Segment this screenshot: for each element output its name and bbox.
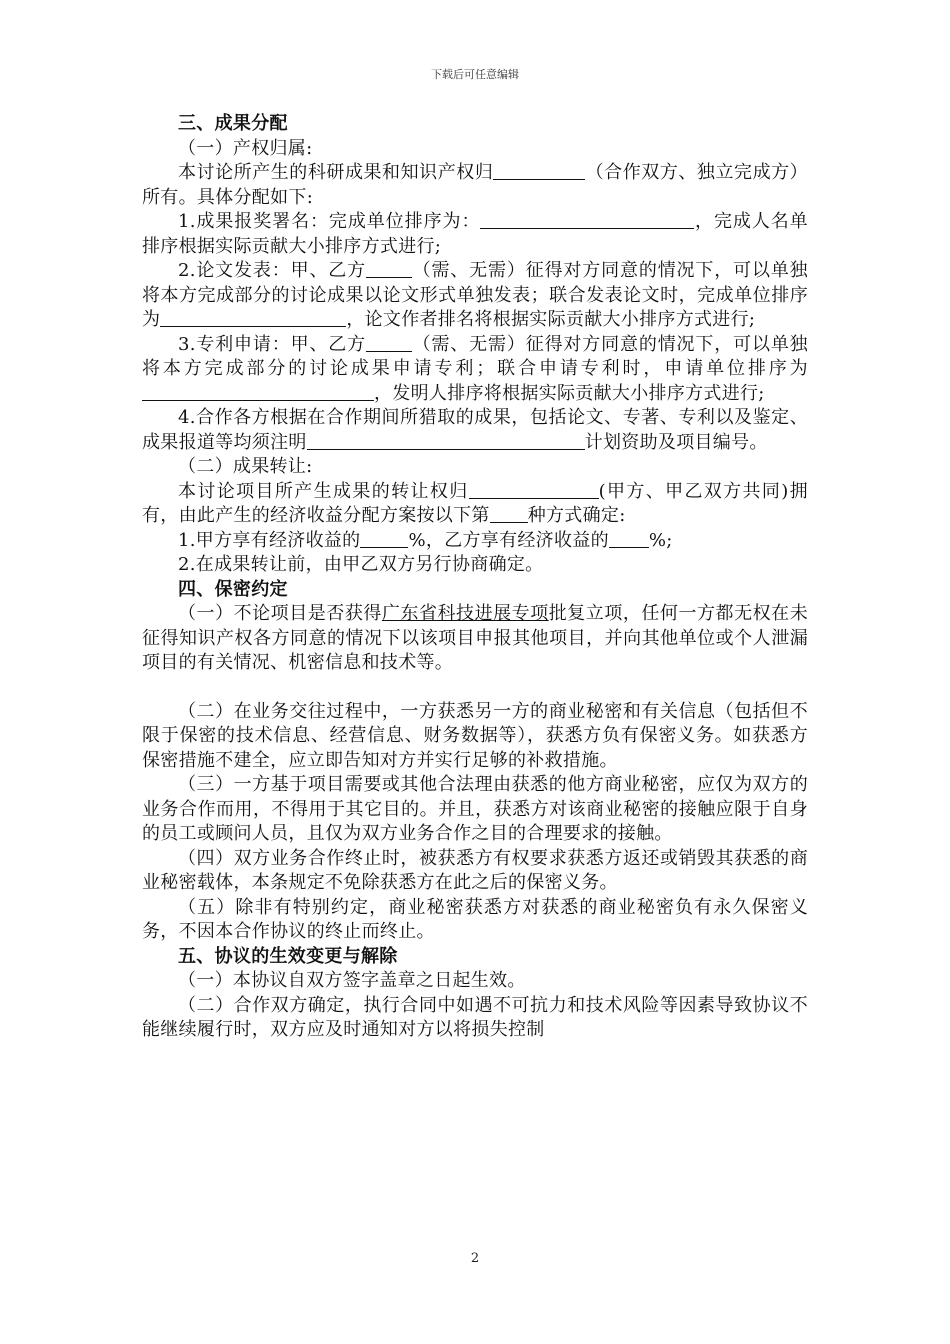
patent-order-blank: [142, 382, 374, 401]
results-attribution-item: 4.合作各方根据在合作期间所猎取的成果，包括论文、专著、专利以及鉴定、成果报道等均须注明 计划资助及项目编号。: [142, 407, 808, 453]
award-signing-item: 1.成果报奖署名：完成单位排序为： ，完成人名单排序根据实际贡献大小排序方式进行;: [142, 211, 808, 257]
confidentiality-clause-2: （二）在业务交往过程中，一方获悉另一方的商业秘密和有关信息（包括但不限于保密的技术信息、经营信息、财务数据等），获悉方负有保密义务。如获悉方保密措施不建全，应立即告知对方并实行足够的补救措施。: [142, 700, 808, 771]
funding-plan-blank: [307, 431, 585, 450]
page-number: 2: [470, 1251, 480, 1266]
patent-need-blank: [366, 333, 412, 352]
effectiveness-clause-2: （二）合作双方确定，执行合同中如遇不可抗力和技术风险等因素导致协议不能继续履行时，双方应及时通知对方以将损失控制: [142, 994, 808, 1040]
paper-need-blank: [366, 259, 412, 278]
document-body: [142, 112, 808, 1043]
confidentiality-clause-1: （一）不论项目是否获得广东省科技进展专项批复立项，任何一方都无权在未征得知识产权各方同意的情况下以该项目申报其他项目，并向其他单位或个人泄漏项目的有关情况、机密信息和技术等。: [142, 603, 808, 673]
confidentiality-clause-5: （五）除非有特别约定，商业秘密获悉方对获悉的商业秘密负有永久保密义务，不因本合作协议的终止而终止。: [142, 896, 808, 942]
paragraph-gap: [142, 676, 808, 700]
section-5-title: 五、协议的生效变更与解除: [178, 945, 398, 967]
project-name-underlined: 广东省科技进展专项: [381, 603, 549, 624]
effectiveness-clause-1: （一）本协议自双方签字盖章之日起生效。: [178, 970, 526, 991]
page-header: 下载后可任意编辑: [431, 68, 519, 81]
section-3-2-title: （二）成果转让:: [178, 456, 313, 477]
patent-application-item: 3.专利申请：甲、乙方 （需、无需）征得对方同意的情况下，可以单独将本方完成部分的讨论成果申请专利；联合申请专利时，申请单位排序为，发明人排序将根据实际贡献大小排序方式进行;: [142, 333, 808, 404]
confidentiality-clause-3: （三）一方基于项目需要或其他合法理由获悉的他方商业秘密，应仅为双方的业务合作而用，不得用于其它目的。并且，获悉方对该商业秘密的接触应限于自身的员工或顾问人员，且仅为双方业务合作之目的合理要求的接触。: [142, 774, 808, 844]
ownership-blank: [493, 161, 585, 180]
revenue-share-item: 1.甲方享有经济收益的 %，乙方享有经济收益的 %;: [178, 529, 673, 551]
award-order-blank: [480, 210, 694, 229]
ownership-paragraph: 本讨论所产生的科研成果和知识产权归 （合作双方、独立完成方）所有。具体分配如下:: [142, 162, 808, 208]
party-b-share-blank: [609, 529, 649, 548]
transfer-right-blank: [469, 480, 599, 499]
paper-publication-item: 2.论文发表：甲、乙方 （需、无需）征得对方同意的情况下，可以单独将本方完成部分的讨论成果以论文形式单独发表；联合发表论文时，完成单位排序为 ，论文作者排名将根据实际贡献大小排序方式进行;: [142, 260, 808, 330]
negotiation-item: 2.在成果转让前，由甲乙双方另行协商确定。: [178, 554, 544, 575]
section-4-title: 四、保密约定: [178, 578, 288, 600]
section-3-1-title: （一）产权归属:: [178, 137, 313, 159]
method-number-blank: [490, 504, 528, 523]
confidentiality-clause-4: （四）双方业务合作终止时，被获悉方有权要求获悉方返还或销毁其获悉的商业秘密载体，本条规定不免除获悉方在此之后的保密义务。: [142, 847, 808, 893]
paper-order-blank: [160, 308, 346, 327]
section-3-title: 三、成果分配: [178, 113, 288, 134]
party-a-share-blank: [360, 529, 408, 548]
transfer-paragraph: 本讨论项目所产生成果的转让权归 (甲方、甲乙双方共同)拥有，由此产生的经济收益分配方案按以下第 种方式确定:: [142, 480, 808, 526]
